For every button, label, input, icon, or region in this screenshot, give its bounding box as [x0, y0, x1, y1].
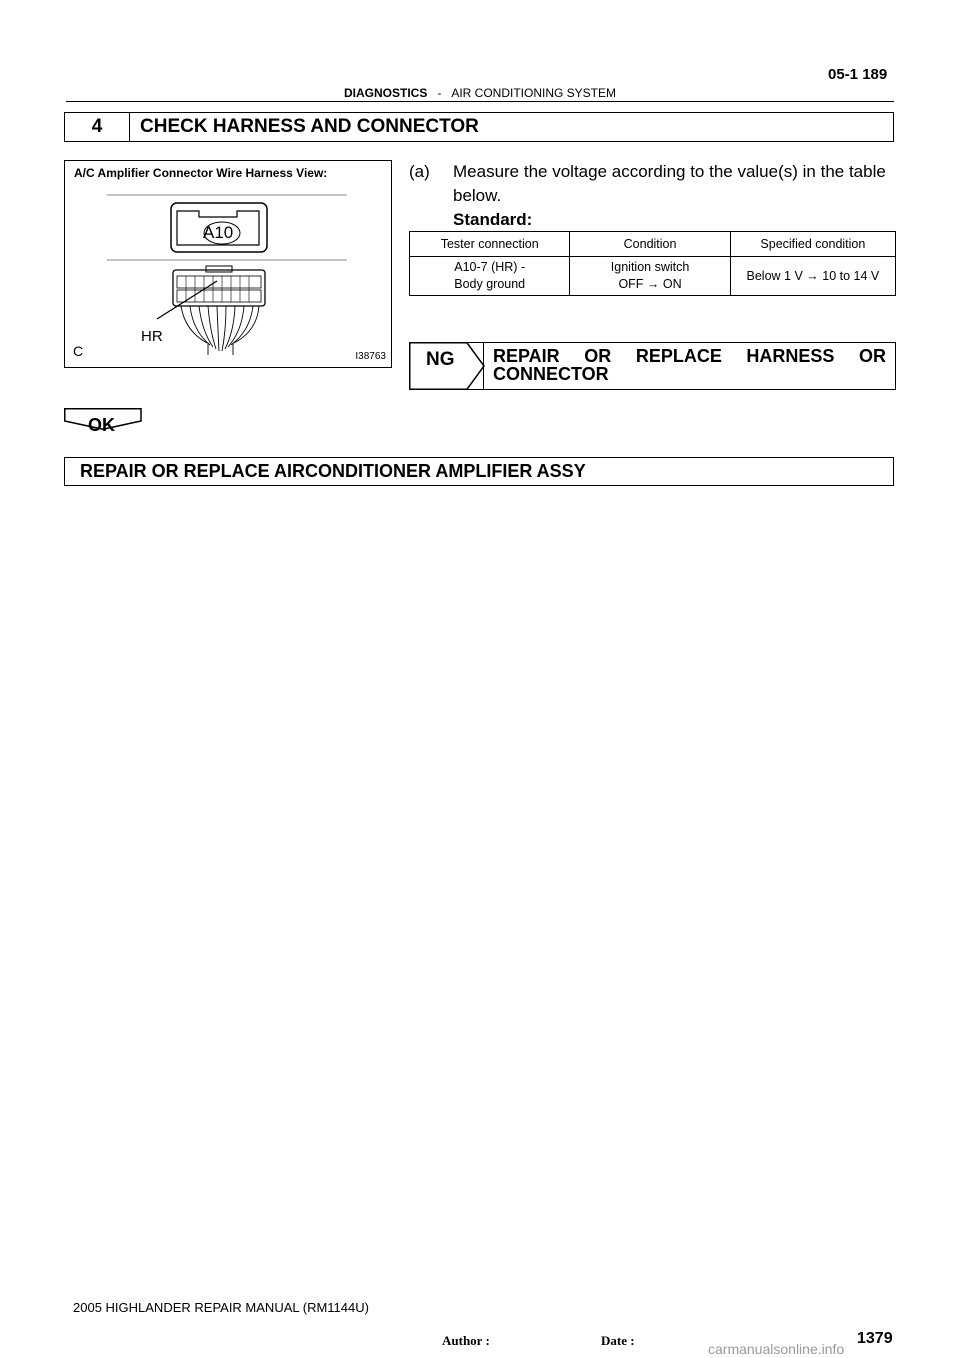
ok-label: OK [88, 415, 115, 435]
step-title: CHECK HARNESS AND CONNECTOR [140, 116, 479, 137]
watermark: carmanualsonline.info [708, 1341, 845, 1357]
wire-label: HR [141, 328, 163, 345]
footer-manual-title: 2005 HIGHLANDER REPAIR MANUAL (RM1144U) [73, 1300, 369, 1315]
subsection-name: AIR CONDITIONING SYSTEM [451, 86, 617, 100]
footer-author-label: Author : [442, 1333, 490, 1348]
instruction-label: (a) [409, 162, 430, 181]
connector-figure [64, 160, 392, 368]
corner-label: C [73, 343, 84, 359]
section-header [66, 86, 894, 102]
tester-connection-cell [410, 257, 570, 296]
column-header: Tester connection [410, 232, 570, 257]
header-separator: - [437, 86, 442, 100]
tester-connection-line: A10-7 (HR) - [454, 260, 526, 274]
spec-table [409, 231, 896, 296]
step-number: 4 [65, 113, 130, 141]
instruction [409, 160, 897, 208]
tester-connection-line: Body ground [454, 277, 526, 291]
condition-line: Ignition switch [610, 260, 690, 274]
condition-cell [570, 257, 730, 296]
section-name: DIAGNOSTICS [343, 86, 428, 100]
standard-label: Standard: [453, 210, 533, 229]
figure-id: I38763 [355, 351, 386, 362]
column-header: Specified condition [730, 232, 895, 257]
column-header: Condition [570, 232, 730, 257]
step-heading [64, 112, 894, 142]
page-number: 05-1 189 [828, 66, 888, 83]
connector-label: A10 [203, 223, 234, 242]
condition-line: OFF → ON [618, 277, 682, 291]
table-row [410, 257, 896, 296]
footer-page-number: 1379 [857, 1330, 893, 1347]
ng-label: NG [426, 349, 455, 370]
table-header-row [410, 232, 896, 257]
figure-title: A/C Amplifier Connector Wire Harness View: [74, 166, 328, 180]
final-action-text: REPAIR OR REPLACE AIRCONDITIONER AMPLIFIER ASSY [80, 461, 586, 481]
connector-illustration [65, 161, 391, 367]
specified-condition-cell: Below 1 V → 10 to 14 V [730, 257, 895, 296]
ng-action-text: REPAIR OR REPLACE HARNESS OR CONNECTOR [493, 346, 886, 384]
instruction-text: Measure the voltage according to the value(s) in the table below. [453, 162, 886, 205]
footer-date-label: Date : [601, 1333, 635, 1348]
ng-divider [483, 342, 484, 390]
